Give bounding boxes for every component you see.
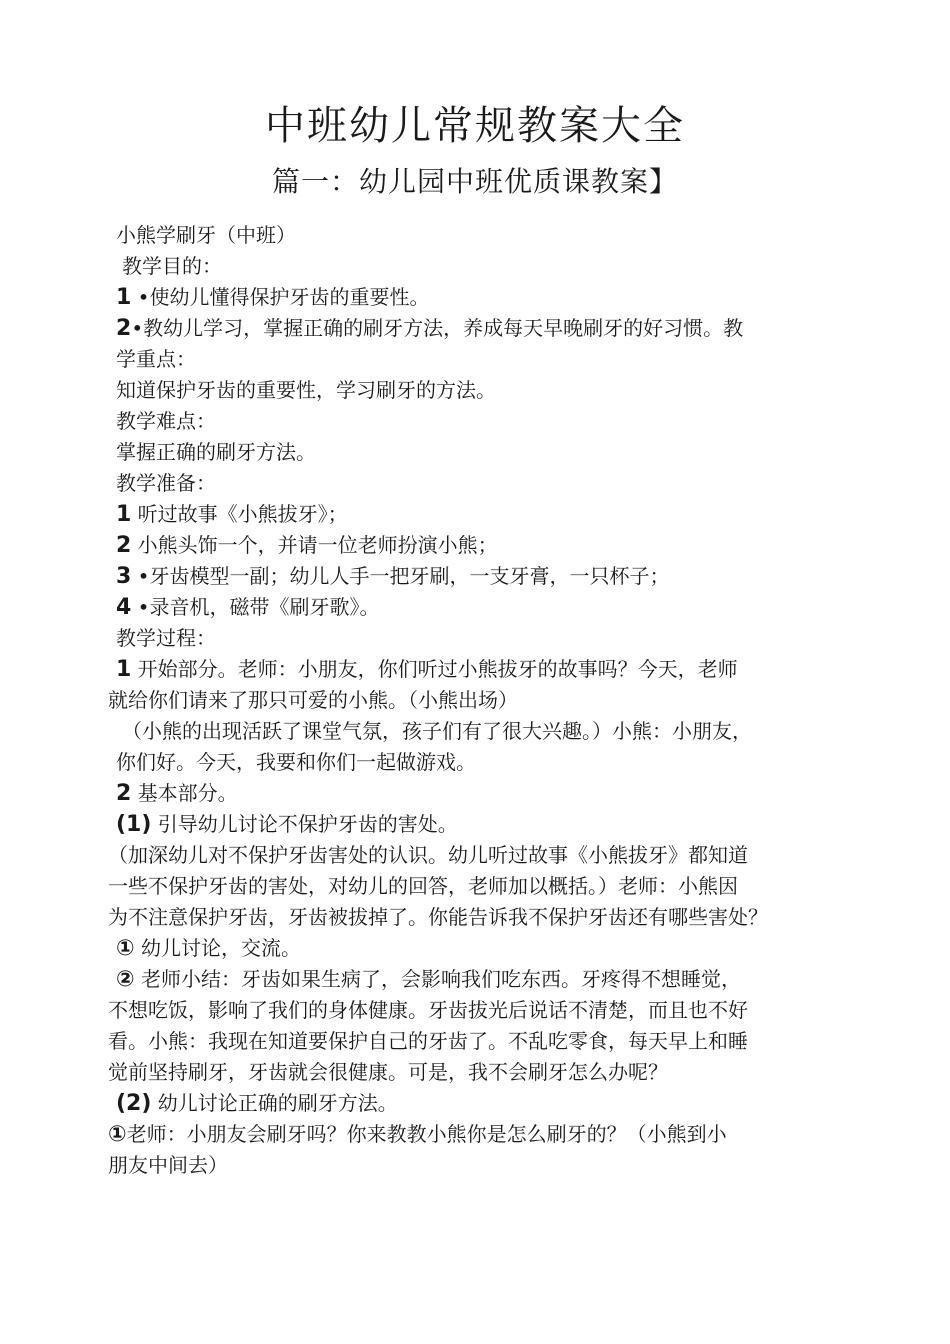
list-number: (1) [116,812,152,837]
text-line [108,809,878,840]
line-text: 老师小结：牙齿如果生病了，会影响我们吃东西。牙疼得不想睡觉， [141,967,741,991]
text-line [108,375,878,406]
text-line [108,902,878,933]
line-text: 知道保护牙齿的重要性，学习刷牙的方法。 [116,378,496,402]
line-text: 小熊学刷牙（中班） [116,223,296,247]
text-line [108,871,878,902]
text-line [108,747,878,778]
line-text: •使幼儿懂得保护牙齿的重要性。 [137,285,430,309]
text-line [108,344,878,375]
document-body [108,220,878,1181]
text-line [108,716,878,747]
list-number: 2 [116,316,132,341]
text-line [108,964,878,995]
text-line [108,1119,878,1150]
line-text: 教学准备： [116,471,216,495]
text-line [108,251,878,282]
text-line [108,1057,878,1088]
list-number: 2 [116,781,132,806]
text-line [108,282,878,313]
text-line [108,220,878,251]
text-line [108,499,878,530]
line-text: （加深幼儿对不保护牙齿害处的认识。幼儿听过故事《小熊拔牙》都知道 [108,843,748,867]
line-text: 就给你们请来了那只可爱的小熊。（小熊出场） [108,688,518,712]
line-text: •录音机，磁带《刷牙歌》。 [137,595,380,619]
circled-number: ② [116,967,135,992]
document-subtitle: 篇一：幼儿园中班优质课教案】 [271,165,678,198]
text-line [108,778,878,809]
text-line [108,313,878,344]
line-text: 学重点： [116,347,196,371]
text-line [108,468,878,499]
line-text: 看。小熊：我现在知道要保护自己的牙齿了。不乱吃零食，每天早上和睡 [108,1029,748,1053]
line-text: 听过故事《小熊拔牙》； [137,502,348,526]
text-line [108,530,878,561]
list-number: 2 [116,533,132,558]
text-line [108,561,878,592]
text-line [108,840,878,871]
text-line [108,1088,878,1119]
line-text: 教学目的： [122,254,222,278]
document-title: 中班幼儿常规教案大全 [265,103,685,149]
text-line [108,437,878,468]
line-text: 朋友中间去） [108,1153,228,1177]
line-text: 幼儿讨论，交流。 [141,936,301,960]
line-text: 幼儿讨论正确的刷牙方法。 [157,1091,398,1115]
list-number: 1 [116,285,132,310]
list-number: 4 [116,595,132,620]
line-text: •牙齿模型一副；幼儿人手一把牙刷，一支牙膏，一只杯子； [137,564,670,588]
circled-number: ① [108,1122,127,1147]
line-text: 教学过程： [116,626,216,650]
text-line [108,623,878,654]
line-text: 基本部分。 [137,781,238,805]
line-text: 开始部分。老师：小朋友，你们听过小熊拔牙的故事吗？今天，老师 [137,657,738,681]
list-number: (2) [116,1091,152,1116]
text-line [108,1150,878,1181]
list-number: 1 [116,502,132,527]
line-text: 教学难点： [116,409,216,433]
line-text: 一些不保护牙齿的害处，对幼儿的回答，老师加以概括。）老师：小熊因 [108,874,738,898]
text-line [108,685,878,716]
text-line [108,654,878,685]
text-line [108,933,878,964]
line-text: 你们好。今天，我要和你们一起做游戏。 [116,750,476,774]
line-text: 引导幼儿讨论不保护牙齿的害处。 [157,812,458,836]
line-text: 掌握正确的刷牙方法。 [116,440,316,464]
line-text: 不想吃饭，影响了我们的身体健康。牙齿拔光后说话不清楚，而且也不好 [108,998,748,1022]
text-line [108,592,878,623]
list-number: 1 [116,657,132,682]
list-number: 3 [116,564,132,589]
line-text: 小熊头饰一个，并请一位老师扮演小熊； [137,533,498,557]
line-text: 觉前坚持刷牙，牙齿就会很健康。可是，我不会刷牙怎么办呢？ [108,1060,668,1084]
circled-number: ① [116,936,135,961]
line-text: 老师：小朋友会刷牙吗？你来教教小熊你是怎么刷牙的？（小熊到小 [126,1122,727,1146]
line-text: •教幼儿学习，掌握正确的刷牙方法，养成每天早晚刷牙的好习惯。教 [131,316,744,340]
text-line [108,406,878,437]
line-text: （小熊的出现活跃了课堂气氛，孩子们有了很大兴趣。）小熊：小朋友， [122,719,752,743]
text-line [108,1026,878,1057]
line-text: 为不注意保护牙齿，牙齿被拔掉了。你能告诉我不保护牙齿还有哪些害处？ [108,905,768,929]
text-line [108,995,878,1026]
